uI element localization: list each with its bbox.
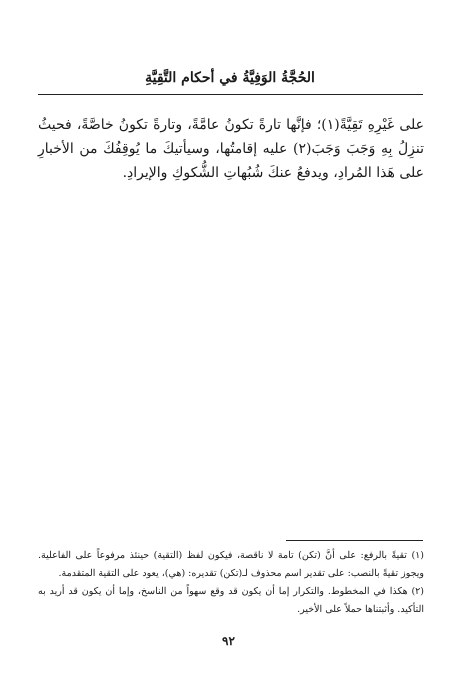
page-number: ٩٢ xyxy=(222,634,235,648)
body-paragraph: على غَيْرِهِ تَقِيَّةً(١)؛ فإنَّها تارةً تكونُ عامَّةً، وتارةً تكونُ خاصَّةً، فحيثُ تنزِلُ بِهِ وَجَبَ وَجَبَ(٢) عليه إقامتُها، وسيأتيكَ ما يُوقِفُكَ من الأخبارِ على هَذا المُرادِ، ويدفعُ عنكَ شُبُهاتِ الشُّكوكِ والإيرادِ. xyxy=(38,117,424,181)
footnote-1: (١) تقيةً بالرفع: على أنَّ (تكن) تامة لا ناقصة، فيكون لفظ (التقية) حينئذ مرفوعاً على الفاعلية. ويجوز تقيةً بالنصب: على تقدير اسم محذوف لـ(تكن) تقديره: (هي)، يعود على التقية المتقدمة. xyxy=(38,550,424,579)
footnotes xyxy=(38,547,424,619)
footnote-separator xyxy=(286,540,423,541)
header-rule xyxy=(38,94,423,95)
running-head-title: الحُجَّةُ الوَفِيَّةُ في أحكام التَّقِيَّةِ xyxy=(145,70,315,86)
footnote-2: (٢) هكذا في المخطوط. والتكرار إما أن يكون قد وقع سهواً من الناسخ، وإما أن يكون قد أريد به التأكيد. وأثبتناها حملاً على الأخير. xyxy=(38,586,424,615)
main-text xyxy=(38,113,424,185)
